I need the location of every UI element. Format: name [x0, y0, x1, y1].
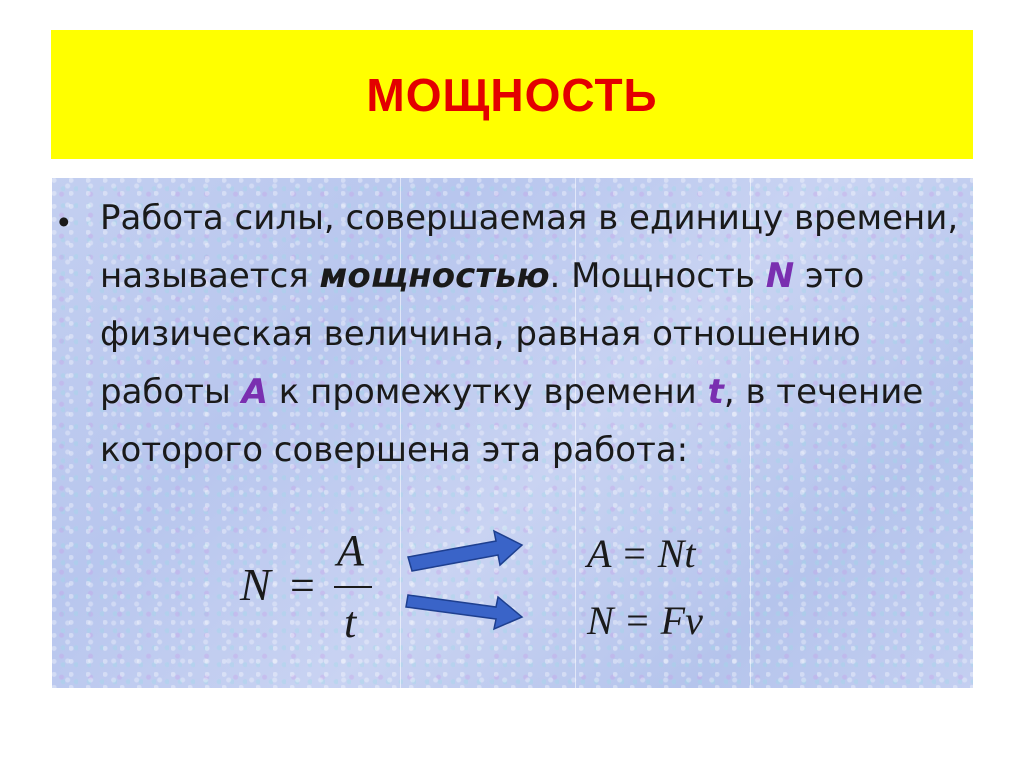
- formula-work: A = Nt: [587, 531, 696, 576]
- formula-numerator: A: [337, 526, 364, 575]
- symbol-n: N: [765, 256, 795, 296]
- bullet-marker: •: [58, 203, 70, 240]
- right-arrow-icon: [406, 595, 522, 629]
- formula-denominator: t: [344, 598, 357, 647]
- formula-lhs: N: [240, 559, 271, 610]
- symbol-a: A: [241, 372, 268, 412]
- formula-power: N = Fv: [587, 598, 703, 643]
- text-segment: . Мощность: [549, 256, 766, 296]
- right-arrow-icon: [408, 531, 522, 571]
- fraction-bar: [334, 586, 372, 588]
- title-bar: [51, 30, 973, 159]
- term-power: мощностью: [319, 256, 550, 296]
- symbol-t: t: [707, 372, 724, 412]
- formula-equals: =: [290, 561, 315, 610]
- definition-paragraph: [100, 189, 960, 479]
- slide-title: МОЩНОСТЬ: [366, 68, 658, 121]
- arrows-group: [400, 525, 530, 635]
- text-segment: к промежутку времени: [267, 372, 708, 412]
- text-segment: Работа силы, совершаемая в единицу времени, называется: [100, 198, 959, 296]
- text-segment: это физическая величина, равная отношению работы: [100, 256, 865, 412]
- text-segment: , в течение которого совершена эта работа:: [100, 372, 924, 470]
